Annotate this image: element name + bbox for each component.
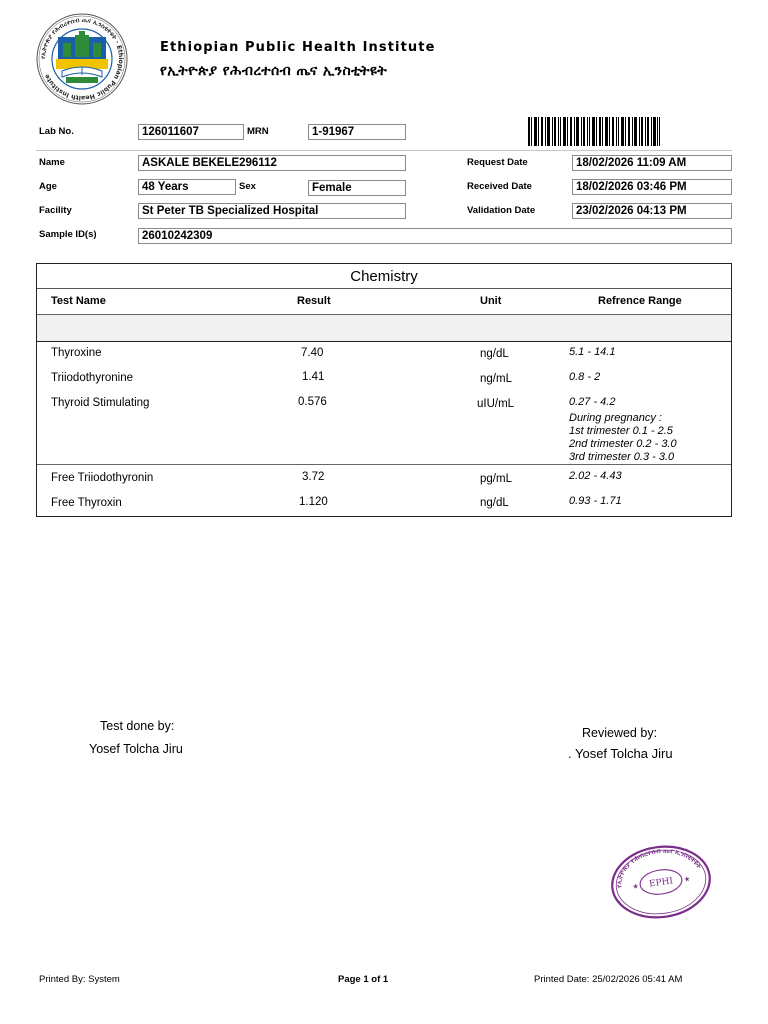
row-triiodothyronine-unit: ng/mL	[480, 373, 512, 385]
section-title: Chemistry	[37, 264, 731, 289]
ephi-stamp	[610, 845, 712, 919]
received-date-value: 18/02/2026 03:46 PM	[572, 179, 732, 195]
row-free-t4-test: Free Thyroxin	[51, 497, 122, 509]
svg-text:★: ★	[631, 882, 640, 891]
printed-by: Printed By: System	[39, 974, 120, 985]
stamp-center-text: EPHI	[648, 876, 674, 890]
row-tsh-range-3rd: 3rd trimester 0.3 - 3.0	[569, 451, 675, 463]
lab-no-value: 126011607	[138, 124, 244, 140]
results-table	[36, 263, 732, 517]
row-free-t3-test: Free Triiodothyronin	[51, 472, 154, 484]
svg-text:የኢትዮጵያ የሕብረተሰብ ጤና ኢንስቲትዩት · Et: የኢትዮጵያ የሕብረተሰብ ጤና ኢንስቲትዩት · Ethiopian Public Health Institute	[39, 16, 125, 102]
facility-label: Facility	[39, 205, 72, 216]
institute-name-amharic: የኢትዮጵያ የሕብረተሰብ ጤና ኢንስቲትዩት	[160, 63, 388, 79]
row-tsh-result: 0.576	[298, 396, 327, 408]
row-divider	[37, 464, 731, 465]
validation-date-label: Validation Date	[467, 205, 536, 216]
mrn-label: MRN	[247, 126, 269, 137]
sex-label: Sex	[239, 181, 256, 192]
sample-id-value: 26010242309	[138, 228, 732, 244]
row-tsh-test: Thyroid Stimulating	[51, 397, 150, 409]
mrn-value: 1-91967	[308, 124, 406, 140]
row-triiodothyronine-range: 0.8 - 2	[569, 371, 601, 383]
col-header-range: Refrence Range	[598, 295, 682, 307]
svg-text:የኢትዮጵያ የሕብረተሰብ ጤና ኢንስቲትዩት: የኢትዮጵያ የሕብረተሰብ ጤና ኢንስቲትዩት	[615, 846, 704, 889]
col-header-unit: Unit	[480, 295, 502, 307]
row-tsh-unit: uIU/mL	[477, 398, 515, 410]
request-date-value: 18/02/2026 11:09 AM	[572, 155, 732, 171]
institute-name-english: Ethiopian Public Health Institute	[160, 40, 436, 55]
request-date-label: Request Date	[467, 157, 528, 168]
printed-date: Printed Date: 25/02/2026 05:41 AM	[534, 974, 683, 985]
col-header-result: Result	[297, 295, 331, 307]
sample-id-label: Sample ID(s)	[39, 229, 97, 240]
row-tsh-range-1st: 1st trimester 0.1 - 2.5	[569, 425, 673, 437]
row-free-t3-result: 3.72	[302, 471, 325, 483]
validation-date-value: 23/02/2026 04:13 PM	[572, 203, 732, 219]
section-band	[37, 315, 731, 342]
col-header-test-name: Test Name	[51, 295, 106, 307]
barcode	[528, 117, 660, 146]
test-done-name: Yosef Tolcha Jiru	[89, 742, 183, 756]
facility-value: St Peter TB Specialized Hospital	[138, 203, 406, 219]
row-thyroxine-result: 7.40	[301, 347, 324, 359]
row-thyroxine-test: Thyroxine	[51, 347, 102, 359]
svg-text:★: ★	[683, 874, 691, 884]
row-free-t4-unit: ng/dL	[480, 497, 509, 509]
header-divider	[36, 150, 732, 151]
row-free-t4-result: 1.120	[299, 496, 328, 508]
row-triiodothyronine-result: 1.41	[302, 371, 325, 383]
row-tsh-range-pregnancy: During pregnancy :	[569, 412, 662, 424]
row-free-t3-unit: pg/mL	[480, 473, 512, 485]
reviewed-label: Reviewed by:	[582, 726, 658, 740]
row-tsh-range: 0.27 - 4.2	[569, 396, 616, 408]
lab-no-label: Lab No.	[39, 126, 74, 137]
reviewed-name: . Yosef Tolcha Jiru	[568, 746, 673, 761]
name-label: Name	[39, 157, 65, 168]
row-free-t3-range: 2.02 - 4.43	[569, 470, 622, 482]
test-done-label: Test done by:	[100, 719, 175, 733]
page-number: Page 1 of 1	[338, 974, 389, 985]
received-date-label: Received Date	[467, 181, 532, 192]
age-label: Age	[39, 181, 57, 192]
row-tsh-range-2nd: 2nd trimester 0.2 - 3.0	[569, 438, 677, 450]
row-thyroxine-range: 5.1 - 14.1	[569, 346, 616, 358]
name-value: ASKALE BEKELE296112	[138, 155, 406, 171]
ephi-logo	[36, 13, 128, 105]
row-thyroxine-unit: ng/dL	[480, 348, 509, 360]
row-triiodothyronine-test: Triiodothyronine	[51, 372, 134, 384]
row-free-t4-range: 0.93 - 1.71	[569, 495, 622, 507]
age-value: 48 Years	[138, 179, 236, 195]
sex-value: Female	[308, 180, 406, 196]
